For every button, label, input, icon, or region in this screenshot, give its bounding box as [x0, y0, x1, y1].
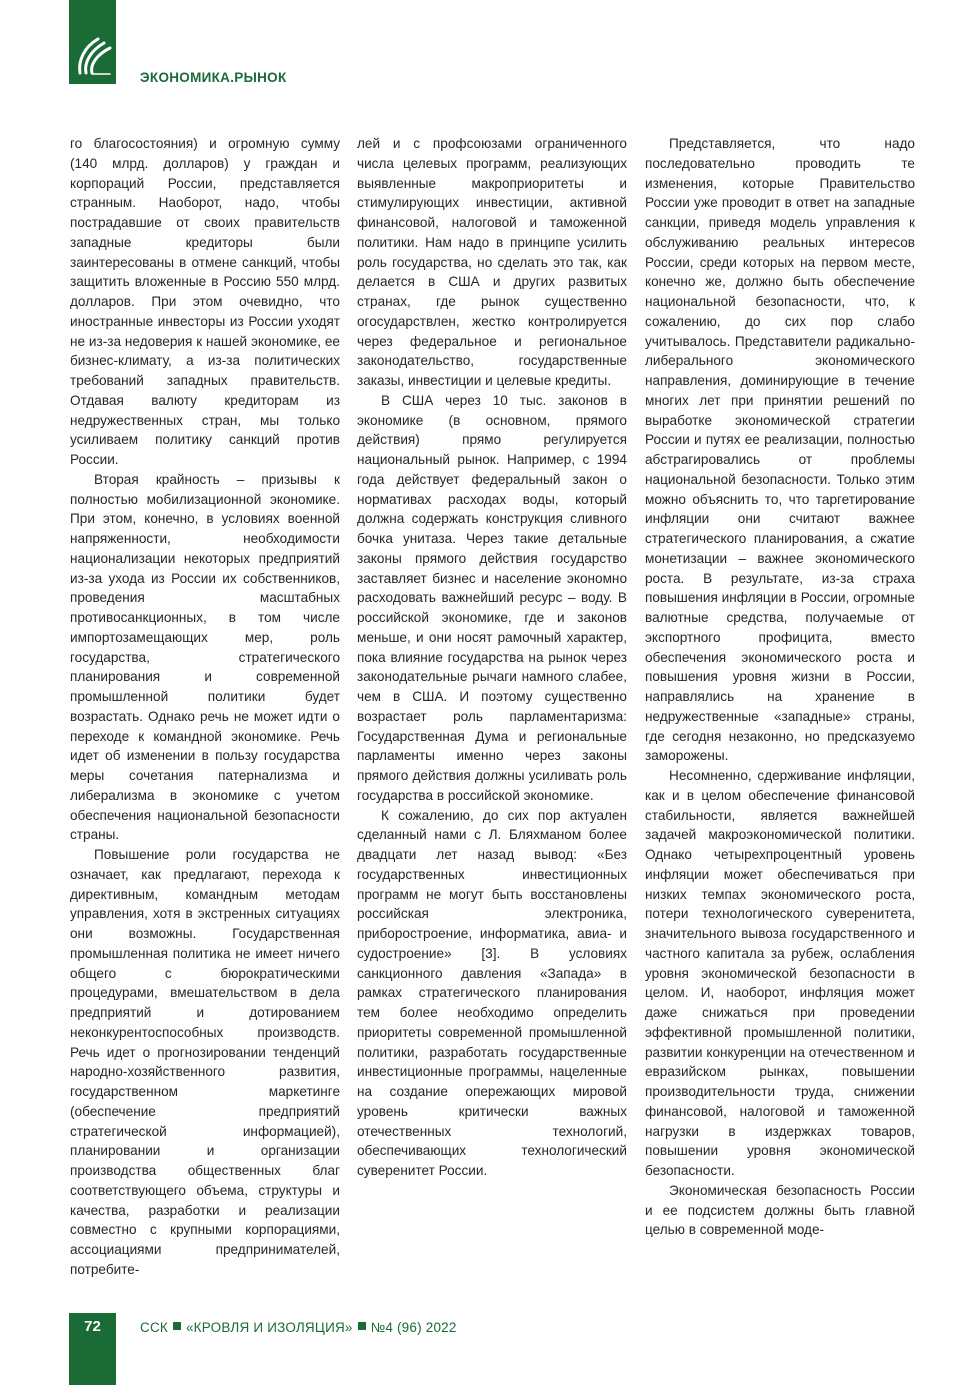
- square-bullet-icon: [358, 1322, 366, 1330]
- paragraph: Несомненно, сдерживание инфляции, как и в целом обеспечение финансовой стабильности, является важнейшей задачей макроэкономической политики. Однако четырехпроцентный уровень инфляции может обеспечиваться при низких темпах экономического роста, потери технологического суверенитета, значительного вывоза государственного и частного капитала за рубеж, ослабления уровня экономической безопасности в целом. И, наоборот, инфляция может даже снижаться при проведении эффективной промышленной политики, развитии конкуренции на отечественном и евразийском рынках, повышении производительности труда, снижении финансовой, налоговой и таможенной нагрузки в издержках товаров, повышении уровня экономической безопасности.: [645, 768, 915, 1178]
- footer-issue: №4 (96) 2022: [370, 1320, 457, 1335]
- text-column-2: [357, 134, 627, 1181]
- footer-magazine-title: «КРОВЛЯ И ИЗОЛЯЦИЯ»: [185, 1320, 353, 1335]
- text-column-1: [70, 134, 340, 1280]
- text-column-3: [645, 134, 915, 1240]
- footer-publisher: ССК: [140, 1320, 168, 1335]
- paragraph: Вторая крайность – призывы к полностью мобилизационной экономике. При этом, конечно, в условиях военной напряженности, необходимости национализации некоторых предприятий из-за ухода из России их собственников, проведения масштабных противосанкционных, в том числе импортозамещающих мер, роль государства, стратегического планирования и современной промышленной политики будет возрастать. Однако речь не может идти о переходе к командной экономике. Речь идет об изменении в пользу государства меры сочетания патернализма и либерализма в экономике с учетом обеспечения национальной безопасности страны.: [70, 471, 340, 843]
- stylized-leaves-logo-icon: [74, 33, 114, 78]
- section-title: ЭКОНОМИКА.РЫНОК: [140, 70, 287, 85]
- footer-publication-info: [140, 1320, 457, 1335]
- page-number: 72: [84, 1318, 101, 1335]
- paragraph: Повышение роли государства не означает, как предлагают, перехода к директивным, командным методам управления, хотя в экстренных ситуациях они возможны. Государственная промышленная политика не имеет ничего общего с бюрократическими процедурами, вмешательством в дела предприятий и дотированием неконкурентоспособных производств. Речь идет о прогнозировании тенденций народно-хозяйственного развития, государственном маркетинге (обеспечение предприятий стратегической информацией), планировании и организации производства общественных благ соответствующего объема, структуры и качества, разработки и реализации совместно с крупными корпорациями, ассоциациями предпринимателей, потребите-: [70, 847, 340, 1277]
- paragraph: лей и с профсоюзами ограниченного числа целевых программ, реализующих выявленные макроприоритеты и стимулирующих инвестиции, активной финансовой, налоговой и таможенной политики. Нам надо в принципе усилить роль государства, но сделать это так, как делается в США и других развитых странах, где рынок существенно огосударствлен, жестко контролируется через федеральное и региональное законодательство, государственные заказы, инвестиции и целевые кредиты.: [357, 136, 627, 388]
- paragraph: В США через 10 тыс. законов в экономике (в основном, прямого действия) прямо регулируется национальный рынок. Например, с 1994 года действует федеральный закон о нормативах расходах воды, который должна содержать конструкция сливного бочка унитаза. Через такие детальные законы прямого действия государство заставляет бизнес и население экономно расходовать важнейший ресурс – воду. В российской экономике, где и законов меньше, и они носят рамочный характер, пока влияние государства на рынок через законодательные рычаги намного слабее, чем в США. И поэтому существенно возрастает роль парламентаризма: Государственная Дума и региональные парламенты именно через законы прямого действия должны усиливать роль государства в российской экономике.: [357, 392, 627, 803]
- paragraph: го благосостояния) и огромную сумму (140 млрд. долларов) у граждан и корпораций России, представляется странным. Наоборот, надо, чтобы пострадавшие от своих правительств западные кредиторы были заинтересованы в отмене санкций, чтобы защитить вложенные в Россию 550 млрд. долларов. При этом очевидно, что иностранные инвесторы из России уходят не из-за недоверия к нашей экономике, ее бизнес-климату, а из-за политических требований западных правительств. Отдавая валюту кредиторам из недружественных стран, мы только усиливаем политику санкций против России.: [70, 136, 340, 467]
- paragraph: Представляется, что надо последовательно проводить те изменения, которые Правительство России уже проводит в ответ на западные санкции, приведя модель управления к обслуживанию реальных интересов России, среди которых на первом месте, конечно же, должно быть обеспечение национальной безопасности, что, к сожалению, до сих пор слабо учитывалось. Представители радикально-либерального экономического направления, доминирующие в течение многих лет при принятии решений по выработке экономической стратегии России и путях ее реализации, полностью абстрагировались от проблемы национальной безопасности. Только этим можно объяснить то, что таргетирование инфляции они считают важнее стратегического планирования, а сжатие монетизации – важнее экономического роста. В результате, из-за страха повышения инфляции в России, огромные валютные средства, получаемые от экспортного профицита, вместо обеспечения экономического роста и повышения уровня жизни в России, направлялись на хранение в недружественные «западные» страны, где сегодня незаконно, но предсказуемо заморожены.: [645, 136, 915, 764]
- paragraph: Экономическая безопасность России и ее подсистем должны быть главной целью в современной моде-: [645, 1182, 915, 1238]
- square-bullet-icon: [173, 1322, 181, 1330]
- paragraph: К сожалению, до сих пор актуален сделанный нами с Л. Бляхманом более двадцати лет назад вывод: «Без государственных инвестиционных программ не могут быть восстановлены российская электроника, приборостроение, информатика, авиа- и судостроение» [3]. В условиях санкционного давления «Запада» в рамках стратегического планирования тем более необходимо определить приоритеты современной промышленной политики, разработать государственные инвестиционные программы, нацеленные на создание опережающих мировой уровень критически важных отечественных технологий, обеспечивающих технологический суверенитет России.: [357, 807, 627, 1178]
